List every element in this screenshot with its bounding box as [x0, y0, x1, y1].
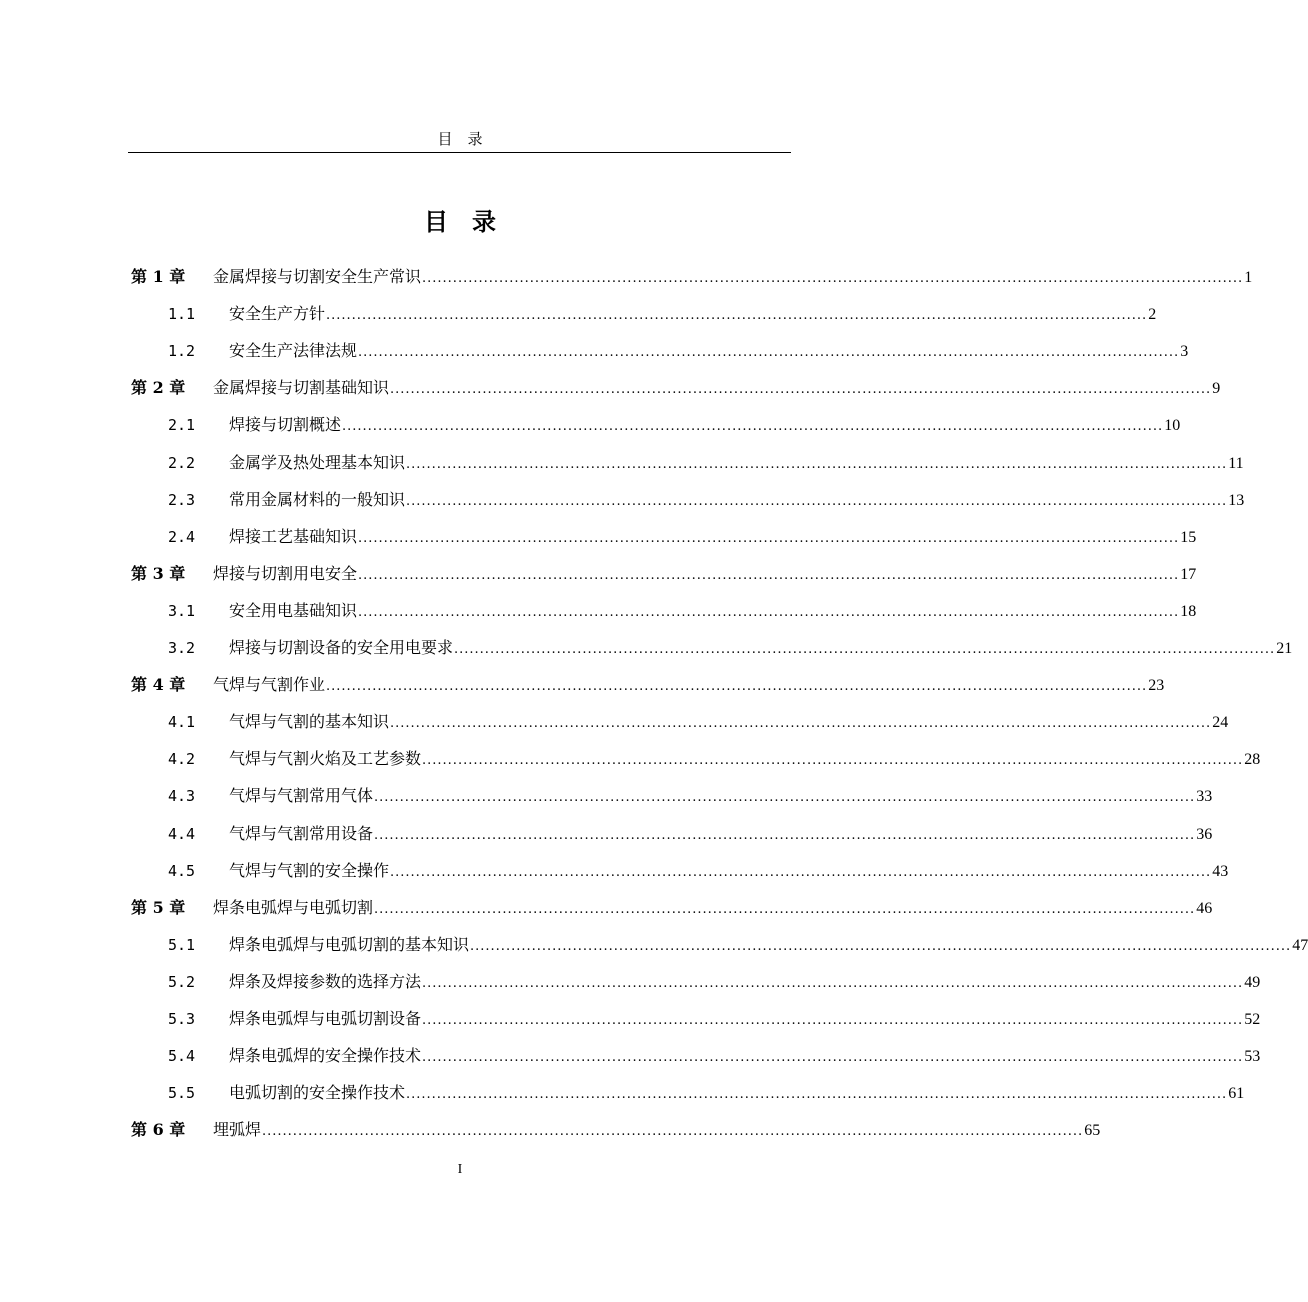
toc-entry-line — [229, 746, 1261, 774]
toc-entry-label: 安全用电基础知识 — [229, 600, 358, 620]
toc-dot-leader: ................................................................................................................................................................ — [390, 382, 1212, 398]
toc-entry-number: 第 4 章 — [131, 675, 186, 695]
toc-entry-line — [213, 375, 1221, 403]
toc-entry-number: 4.5 — [168, 861, 196, 880]
toc-entry-number: 4.2 — [168, 750, 196, 769]
toc-section-entry[interactable] — [0, 487, 1245, 513]
toc-entry-page: 36 — [1196, 825, 1213, 843]
toc-dot-leader: ................................................................................................................................................................ — [326, 679, 1148, 695]
toc-entry-number: 第 6 章 — [131, 1120, 186, 1140]
toc-entry-label: 电弧切割的安全操作技术 — [229, 1083, 406, 1103]
toc-entry-line — [229, 783, 1213, 811]
toc-entry-line — [229, 1043, 1261, 1071]
header-rule — [128, 152, 791, 153]
toc-entry-page: 21 — [1276, 640, 1293, 657]
toc-section-entry[interactable] — [0, 412, 1181, 438]
toc-section-entry[interactable] — [0, 969, 1261, 995]
toc-entry-label: 焊条电弧焊与电弧切割 — [213, 897, 374, 917]
toc-entry-page: 3 — [1180, 343, 1189, 361]
toc-entry-line — [213, 672, 1165, 700]
toc-dot-leader: ................................................................................................................................................................ — [406, 1087, 1228, 1103]
toc-entry-page: 2 — [1148, 306, 1157, 324]
toc-entry-page: 43 — [1212, 862, 1229, 880]
toc-dot-leader: ................................................................................................................................................................ — [358, 604, 1180, 620]
toc-entry-number: 第 5 章 — [131, 897, 186, 917]
toc-entry-line — [229, 709, 1229, 737]
toc-dot-leader: ................................................................................................................................................................ — [374, 827, 1196, 843]
toc-entry-line — [213, 895, 1213, 923]
toc-entry-page: 24 — [1212, 714, 1229, 732]
toc-section-entry[interactable] — [0, 635, 1293, 661]
toc-entry-page: 13 — [1228, 491, 1245, 509]
toc-entry-page: 18 — [1180, 602, 1197, 620]
toc-entry-number: 2.1 — [168, 416, 196, 435]
toc-section-entry[interactable] — [0, 1080, 1245, 1106]
toc-entry-line — [229, 598, 1197, 626]
toc-entry-line — [229, 1080, 1245, 1108]
toc-entry-number: 5.4 — [168, 1047, 196, 1066]
toc-dot-leader: ................................................................................................................................................................ — [422, 1050, 1244, 1066]
toc-dot-leader: ................................................................................................................................................................ — [390, 864, 1212, 880]
toc-entry-label: 焊条电弧焊与电弧切割的基本知识 — [229, 934, 470, 954]
toc-entry-label: 焊条电弧焊与电弧切割设备 — [229, 1009, 422, 1028]
toc-entry-page: 15 — [1180, 528, 1197, 546]
toc-entry-number: 5.3 — [168, 1010, 196, 1028]
running-header: 目 录 — [437, 130, 483, 148]
toc-entry-page: 61 — [1228, 1085, 1245, 1103]
toc-entry-page: 17 — [1180, 565, 1197, 583]
toc-entry-number: 3.1 — [168, 601, 196, 620]
toc-entry-label: 气焊与气割火焰及工艺参数 — [229, 749, 422, 769]
toc-entry-label: 气焊与气割的安全操作 — [229, 860, 390, 880]
toc-entry-page: 47 — [1292, 936, 1308, 954]
toc-section-entry[interactable] — [0, 524, 1197, 550]
toc-entry-page: 49 — [1244, 973, 1261, 991]
toc-section-entry[interactable] — [0, 450, 1244, 476]
toc-chapter-entry[interactable] — [0, 895, 1213, 921]
toc-title: 目 录 — [424, 207, 496, 236]
toc-entry-number: 3.2 — [168, 639, 196, 657]
toc-entry-label: 焊接与切割设备的安全用电要求 — [229, 638, 454, 657]
toc-section-entry[interactable] — [0, 783, 1213, 809]
toc-entry-line — [229, 301, 1157, 329]
toc-section-entry[interactable] — [0, 1043, 1261, 1069]
toc-entry-page: 23 — [1148, 677, 1165, 695]
toc-chapter-entry[interactable] — [0, 375, 1221, 401]
toc-dot-leader: ................................................................................................................................................................ — [358, 530, 1180, 546]
toc-entry-line — [229, 524, 1197, 552]
toc-chapter-entry[interactable] — [0, 561, 1197, 587]
toc-entry-label: 气焊与气割常用设备 — [229, 823, 374, 843]
toc-dot-leader: ................................................................................................................................................................ — [454, 642, 1276, 657]
toc-entry-line — [213, 561, 1197, 589]
toc-entry-page: 10 — [1164, 417, 1181, 435]
toc-entry-number: 2.2 — [168, 453, 196, 472]
toc-entry-label: 焊条及焊接参数的选择方法 — [229, 971, 422, 991]
toc-entry-number: 1.1 — [168, 305, 196, 324]
toc-section-entry[interactable] — [0, 709, 1229, 735]
toc-entry-line — [229, 487, 1245, 515]
toc-entry-line — [213, 1117, 1101, 1145]
toc-entry-number: 5.1 — [168, 935, 196, 954]
toc-section-entry[interactable] — [0, 821, 1213, 847]
toc-dot-leader: ................................................................................................................................................................ — [470, 938, 1292, 954]
toc-entry-number: 4.1 — [168, 713, 196, 732]
toc-entry-line — [229, 858, 1229, 886]
toc-entry-number: 1.2 — [168, 342, 196, 361]
toc-entry-number: 第 2 章 — [131, 378, 186, 398]
toc-entry-number: 第 3 章 — [131, 563, 186, 583]
toc-chapter-entry[interactable] — [0, 1117, 1101, 1143]
toc-entry-label: 气焊与气割作业 — [213, 675, 326, 695]
toc-entry-label: 焊接与切割概述 — [229, 415, 342, 435]
toc-entry-line — [213, 264, 1253, 292]
toc-entry-line — [229, 450, 1244, 478]
toc-dot-leader: ................................................................................................................................................................ — [358, 345, 1180, 361]
toc-dot-leader: ................................................................................................................................................................ — [422, 271, 1244, 286]
toc-dot-leader: ................................................................................................................................................................ — [326, 308, 1148, 324]
toc-entry-number: 4.4 — [168, 824, 196, 843]
toc-entry-number: 4.3 — [168, 787, 196, 806]
toc-entry-line — [229, 932, 1308, 960]
toc-entry-label: 焊条电弧焊的安全操作技术 — [229, 1046, 422, 1066]
toc-entry-line — [229, 821, 1213, 849]
toc-section-entry[interactable] — [0, 932, 1308, 958]
toc-entry-page: 46 — [1196, 899, 1213, 917]
toc-entry-number: 2.3 — [168, 490, 196, 509]
toc-entry-label: 安全生产方针 — [229, 304, 326, 324]
toc-entry-page: 33 — [1196, 788, 1213, 806]
toc-entry-page: 65 — [1084, 1122, 1101, 1140]
toc-entry-label: 金属焊接与切割基础知识 — [213, 378, 390, 398]
toc-entry-page: 53 — [1244, 1048, 1261, 1066]
toc-entry-page: 1 — [1244, 269, 1253, 286]
toc-entry-line — [229, 1006, 1261, 1034]
footer-page-number: I — [457, 1162, 463, 1177]
toc-entry-line — [229, 338, 1189, 366]
toc-chapter-entry[interactable] — [0, 672, 1165, 698]
toc-entry-number: 5.5 — [168, 1084, 196, 1103]
toc-entry-label: 金属焊接与切割安全生产常识 — [213, 267, 422, 286]
toc-dot-leader: ................................................................................................................................................................ — [422, 1013, 1244, 1028]
toc-dot-leader: ................................................................................................................................................................ — [390, 716, 1212, 732]
toc-entry-label: 金属学及热处理基本知识 — [229, 452, 406, 472]
toc-section-entry[interactable] — [0, 598, 1197, 624]
toc-dot-leader: ................................................................................................................................................................ — [406, 493, 1228, 509]
toc-dot-leader: ................................................................................................................................................................ — [374, 790, 1196, 806]
toc-entry-line — [229, 635, 1293, 663]
toc-entry-number: 第 1 章 — [131, 267, 186, 286]
toc-entry-number: 5.2 — [168, 972, 196, 991]
toc-dot-leader: ................................................................................................................................................................ — [406, 456, 1228, 472]
toc-entry-label: 焊接工艺基础知识 — [229, 526, 358, 546]
toc-entry-label: 气焊与气割的基本知识 — [229, 712, 390, 732]
toc-entry-page: 52 — [1244, 1011, 1261, 1028]
toc-entry-number: 2.4 — [168, 527, 196, 546]
toc-section-entry[interactable] — [0, 1006, 1261, 1032]
toc-entry-label: 安全生产法律法规 — [229, 341, 358, 361]
toc-dot-leader: ................................................................................................................................................................ — [374, 901, 1196, 917]
toc-section-entry[interactable] — [0, 301, 1157, 327]
toc-entry-line — [229, 412, 1181, 440]
toc-entry-label: 气焊与气割常用气体 — [229, 786, 374, 806]
toc-section-entry[interactable] — [0, 338, 1189, 364]
toc-entry-page: 11 — [1228, 454, 1244, 472]
toc-entry-line — [229, 969, 1261, 997]
toc-dot-leader: ................................................................................................................................................................ — [342, 419, 1164, 435]
toc-dot-leader: ................................................................................................................................................................ — [262, 1124, 1084, 1140]
toc-section-entry[interactable] — [0, 746, 1261, 772]
toc-chapter-entry[interactable] — [0, 264, 1253, 290]
toc-dot-leader: ................................................................................................................................................................ — [358, 567, 1180, 583]
toc-dot-leader: ................................................................................................................................................................ — [422, 753, 1244, 769]
toc-dot-leader: ................................................................................................................................................................ — [422, 975, 1244, 991]
toc-entry-label: 焊接与切割用电安全 — [213, 563, 358, 583]
toc-entry-page: 28 — [1244, 751, 1261, 769]
toc-entry-label: 常用金属材料的一般知识 — [229, 489, 406, 509]
toc-entry-label: 埋弧焊 — [213, 1120, 262, 1140]
toc-entry-page: 9 — [1212, 380, 1221, 398]
toc-section-entry[interactable] — [0, 858, 1229, 884]
